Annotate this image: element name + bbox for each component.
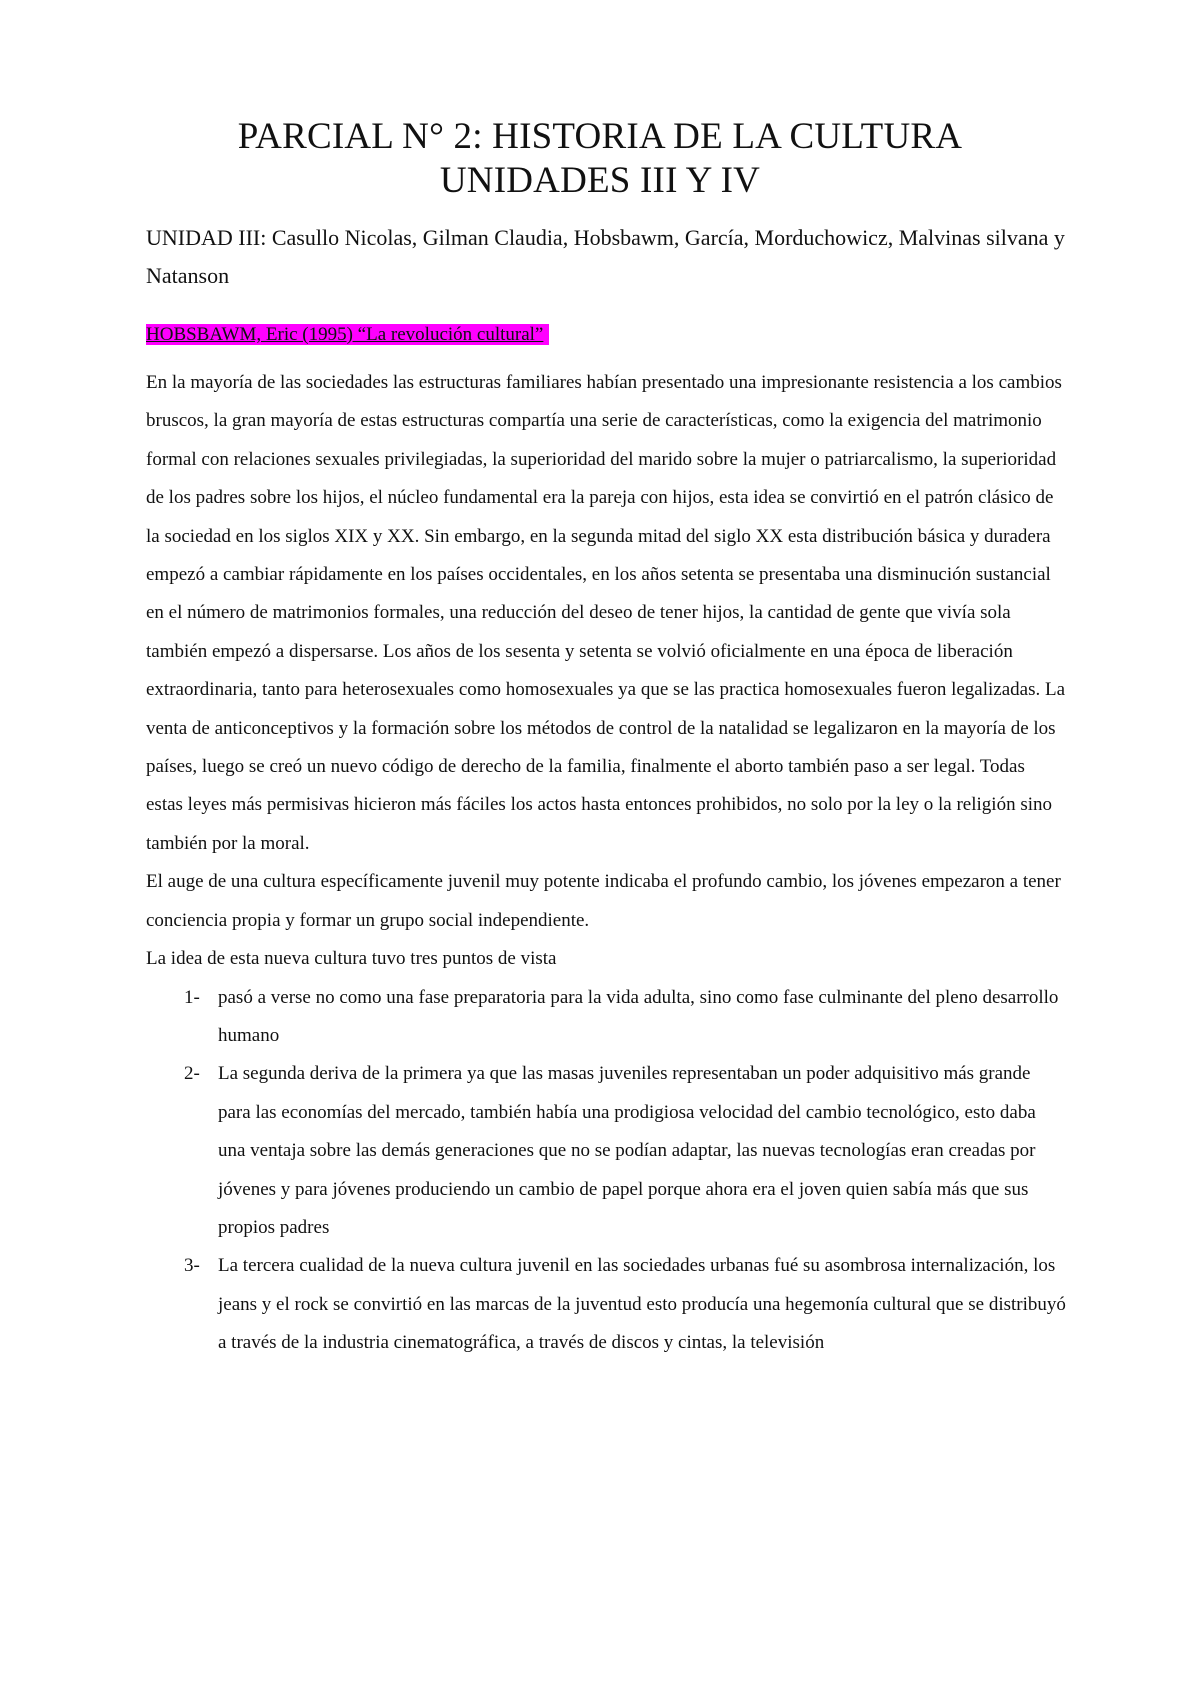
list-item-text: La tercera cualidad de la nueva cultura juvenil en las sociedades urbanas fué su asombrosa internalización, los jeans y el rock se convirtió en las marcas de la juventud esto producía una hegemonía cultural que se distribuyó a través de la industria cinematográfica, a través de discos y cintas, la televisión <box>218 1255 1066 1354</box>
section-heading-highlight: HOBSBAWM, Eric (1995) “La revolución cultural” <box>146 324 549 345</box>
section-heading <box>146 322 549 347</box>
unit-authors-line: UNIDAD III: Casullo Nicolas, Gilman Claudia, Hobsbawm, García, Morduchowicz, Malvinas silvana y Natanson <box>146 225 1065 288</box>
list-item-number: 3- <box>184 1255 200 1277</box>
paragraph-3: La idea de esta nueva cultura tuvo tres puntos de vista <box>146 948 557 970</box>
paragraph-2: El auge de una cultura específicamente juvenil muy potente indicaba el profundo cambio, los jóvenes empezaron a tener conciencia propia y formar un grupo social independiente. <box>146 871 1061 931</box>
document-body <box>146 364 1066 1363</box>
list-item-number: 2- <box>184 1063 200 1085</box>
paragraph-1: En la mayoría de las sociedades las estructuras familiares habían presentado una impresionante resistencia a los cambios bruscos, la gran mayoría de estas estructuras compartía una serie de características, como la exigencia del matrimonio formal con relaciones sexuales privilegiadas, la superioridad del marido sobre la mujer o patriarcalismo, la superioridad de los padres sobre los hijos, el núcleo fundamental era la pareja con hijos, esta idea se convirtió en el patrón clásico de la sociedad en los siglos XIX y XX. Sin embargo, en la segunda mitad del siglo XX esta distribución básica y duradera empezó a cambiar rápidamente en los países occidentales, en los años setenta se presentaba una disminución sustancial en el número de matrimonios formales, una reducción del deseo de tener hijos, la cantidad de gente que vivía sola también empezó a dispersarse. Los años de los sesenta y setenta se volvió oficialmente en una época de liberación extraordinaria, tanto para heterosexuales como homosexuales ya que se las practica homosexuales fueron legalizadas. La venta de anticonceptivos y la formación sobre los métodos de control de la natalidad se legalizaron en la mayoría de los países, luego se creó un nuevo código de derecho de la familia, finalmente el aborto también paso a ser legal. Todas estas leyes más permisivas hicieron más fáciles los actos hasta entonces prohibidos, no solo por la ley o la religión sino también por la moral. <box>146 372 1066 854</box>
list-item-number: 1- <box>184 986 200 1008</box>
list-item <box>146 1055 1066 1247</box>
list-item-text: pasó a verse no como una fase preparatoria para la vida adulta, sino como fase culminante del pleno desarrollo humano <box>218 986 1059 1046</box>
document-title-line-1: PARCIAL N° 2: HISTORIA DE LA CULTURA <box>237 116 963 157</box>
list-item <box>146 1247 1066 1362</box>
list-item <box>146 979 1066 1056</box>
list-item-text: La segunda deriva de la primera ya que las masas juveniles representaban un poder adquisitivo más grande para las economías del mercado, también había una prodigiosa velocidad del cambio tecnológico, esto daba una ventaja sobre las demás generaciones que no se podían adaptar, las nuevas tecnologías eran creadas por jóvenes y para jóvenes produciendo un cambio de papel porque ahora era el joven quien sabía más que sus propios padres <box>218 1063 1036 1238</box>
document-title-line-2: UNIDADES III Y IV <box>439 160 761 201</box>
numbered-list <box>146 979 1066 1363</box>
